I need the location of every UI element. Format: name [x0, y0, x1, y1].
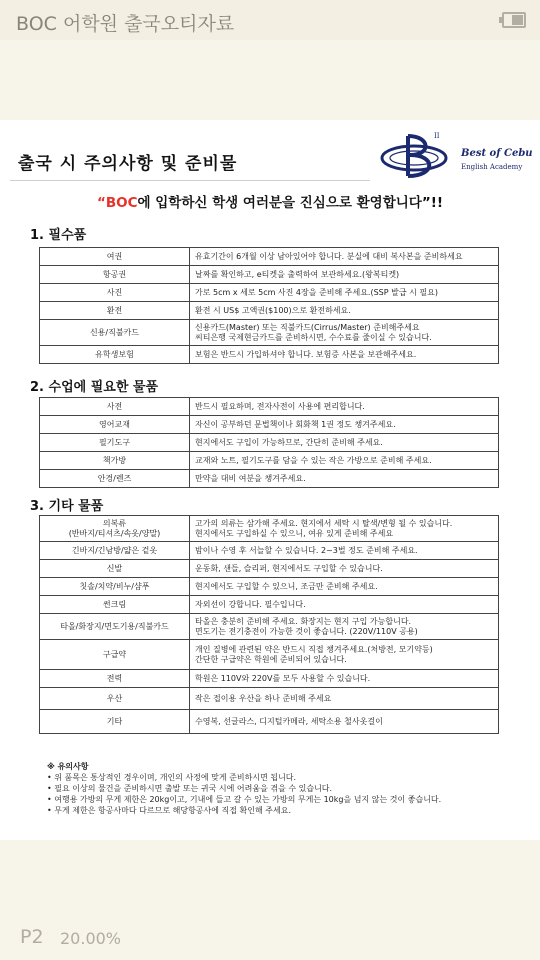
item-name: 사전	[40, 398, 190, 416]
table-row	[40, 516, 499, 542]
open-quote: “	[96, 195, 106, 211]
item-name: 안경/렌즈	[40, 470, 190, 488]
item-desc	[190, 640, 499, 670]
table-row	[40, 398, 499, 416]
item-desc: 반드시 필요하며, 전자사전이 사용에 편리합니다.	[190, 398, 499, 416]
document-page[interactable]	[0, 120, 540, 840]
zoom-level: 20.00%	[60, 929, 122, 948]
essentials-table	[39, 247, 499, 364]
item-name: 타올/화장지/면도기용/직불카드	[40, 614, 190, 640]
item-desc: 자외선이 강합니다. 필수입니다.	[190, 596, 499, 614]
battery-level	[512, 15, 523, 25]
item-desc: 가로 5cm x 세로 5cm 사진 4장을 준비해 주세요.(SSP 발급 시 필요)	[190, 284, 499, 302]
item-name: 여권	[40, 248, 190, 266]
table-row	[40, 248, 499, 266]
table-row	[40, 346, 499, 364]
note-item: • 무게 제한은 항공사마다 다르므로 해당항공사에 직접 확인해 주세요.	[47, 806, 291, 815]
other-items-table	[39, 515, 499, 734]
item-name: 환전	[40, 302, 190, 320]
item-name: 신용/직불카드	[40, 320, 190, 346]
item-name: 책가방	[40, 452, 190, 470]
item-desc-line: 씨티은행 국제현금카드를 준비하시면, 수수료를 줄이실 수 있습니다.	[195, 332, 432, 342]
item-name: 우산	[40, 688, 190, 710]
note-item: • 위 품목은 통상적인 경우이며, 개인의 사정에 맞게 준비하시면 됩니다.	[47, 773, 297, 782]
item-desc: 운동화, 샌들, 슬리퍼, 현지에서도 구입할 수 있습니다.	[190, 560, 499, 578]
table-row	[40, 284, 499, 302]
table-row	[40, 688, 499, 710]
item-desc: 환전 시 US$ 고액권($100)으로 환전하세요.	[190, 302, 499, 320]
item-desc: 현지에서도 구입이 가능하므로, 간단히 준비해 주세요.	[190, 434, 499, 452]
table-row	[40, 452, 499, 470]
welcome-text: 에 입학하신 학생 여러분을 진심으로 환영합니다	[137, 195, 422, 211]
item-name: 구급약	[40, 640, 190, 670]
item-desc: 자신이 공부하던 문법책이나 회화책 1권 정도 챙겨주세요.	[190, 416, 499, 434]
item-desc-line: 신용카드(Master) 또는 직불카드(Cirrus/Master) 준비해주세요	[195, 322, 420, 332]
notes-title: ※ 유의사항	[47, 762, 89, 771]
table-row	[40, 542, 499, 560]
section-heading: 2. 수업에 필요한 물품	[30, 380, 159, 395]
table-row	[40, 578, 499, 596]
welcome-brand: BOC	[105, 195, 138, 211]
section-heading: 3. 기타 물품	[30, 499, 104, 514]
item-desc: 밤이나 수영 후 서늘할 수 있습니다. 2~3벌 정도 준비해 주세요.	[190, 542, 499, 560]
item-desc: 유효기간이 6개월 이상 남아있어야 합니다. 분실에 대비 복사본을 준비하세요	[190, 248, 499, 266]
item-name: 항공권	[40, 266, 190, 284]
item-name: 신발	[40, 560, 190, 578]
item-desc	[190, 614, 499, 640]
item-desc: 학원은 110V와 220V를 모두 사용할 수 있습니다.	[190, 670, 499, 688]
note-item: • 여행용 가방의 무게 제한은 20kg이고, 기내에 들고 갈 수 있는 가방의 무게는 10kg을 넘지 않는 것이 좋습니다.	[47, 795, 442, 804]
item-name-line: (반바지/티셔츠/속옷/양말)	[68, 528, 161, 538]
class-supplies-table	[39, 397, 499, 488]
title-divider	[10, 180, 370, 181]
item-desc: 교재와 노트, 필기도구를 담을 수 있는 작은 가방으로 준비해 주세요.	[190, 452, 499, 470]
app-title: BOC 어학원 출국오티자료	[16, 13, 235, 35]
note-item: • 필요 이상의 물건을 준비하시면 출발 또는 귀국 시에 어려움을 겪을 수 있습니다.	[47, 784, 333, 793]
item-name: 유학생보험	[40, 346, 190, 364]
item-name: 긴바지/긴남방/얇은 겉옷	[40, 542, 190, 560]
table-row	[40, 710, 499, 734]
item-desc: 현지에서도 구입할 수 있으니, 조금만 준비해 주세요.	[190, 578, 499, 596]
logo-subtitle: English Academy	[461, 163, 523, 171]
academy-logo	[378, 126, 538, 186]
table-row	[40, 416, 499, 434]
item-desc: 날짜를 확인하고, e티켓을 출력하여 보관하세요.(왕복티켓)	[190, 266, 499, 284]
item-name: 전력	[40, 670, 190, 688]
item-name-line: 의복류	[102, 518, 127, 528]
svg-text:II: II	[434, 132, 440, 140]
logo-b-icon	[378, 126, 464, 186]
notes-block	[47, 761, 441, 816]
item-name	[40, 516, 190, 542]
table-row	[40, 560, 499, 578]
item-name: 영어교재	[40, 416, 190, 434]
item-name: 칫솔/치약/비누/샴푸	[40, 578, 190, 596]
table-row	[40, 434, 499, 452]
table-row	[40, 640, 499, 670]
item-desc: 만약을 대비 여분을 챙겨주세요.	[190, 470, 499, 488]
close-quote: ”!!	[421, 195, 444, 211]
table-row	[40, 470, 499, 488]
item-desc: 보험은 반드시 가입하셔야 합니다. 보험증 사본을 보관해주세요.	[190, 346, 499, 364]
page-indicator: P2	[20, 926, 44, 948]
item-name: 사진	[40, 284, 190, 302]
welcome-message	[0, 191, 540, 211]
table-row	[40, 670, 499, 688]
item-name: 필기도구	[40, 434, 190, 452]
item-desc-line: 간단한 구급약은 학원에 준비되어 있습니다.	[195, 654, 347, 664]
table-row	[40, 614, 499, 640]
table-row	[40, 266, 499, 284]
document-title: 출국 시 주의사항 및 준비물	[18, 154, 238, 174]
section-heading: 1. 필수품	[30, 228, 87, 243]
item-name: 썬크림	[40, 596, 190, 614]
item-desc-line: 타올은 충분히 준비해 주세요. 화장지는 현지 구입 가능합니다.	[195, 616, 412, 626]
item-desc: 수영복, 선글라스, 디지털카메라, 세탁소용 철사옷걸이	[190, 710, 499, 734]
battery-icon	[502, 12, 526, 28]
item-desc-line: 개인 질병에 관련된 약은 반드시 직접 챙겨주세요.(처방전, 모기약등)	[195, 644, 433, 654]
item-desc-line: 면도기는 전기충전이 가능한 것이 좋습니다. (220V/110V 공용)	[195, 626, 418, 636]
item-desc	[190, 516, 499, 542]
logo-brand: Best of Cebu	[461, 148, 533, 159]
item-name: 기타	[40, 710, 190, 734]
table-row	[40, 302, 499, 320]
table-row	[40, 320, 499, 346]
title-bar	[0, 0, 540, 40]
item-desc-line: 현지에서도 구입하실 수 있으니, 여유 있게 준비해 주세요	[195, 528, 394, 538]
item-desc-line: 고가의 의류는 삼가해 주세요. 현지에서 세탁 시 탈색/변형 될 수 있습니다.	[195, 518, 453, 528]
item-desc: 작은 접이용 우산을 하나 준비해 주세요	[190, 688, 499, 710]
table-row	[40, 596, 499, 614]
item-desc	[190, 320, 499, 346]
